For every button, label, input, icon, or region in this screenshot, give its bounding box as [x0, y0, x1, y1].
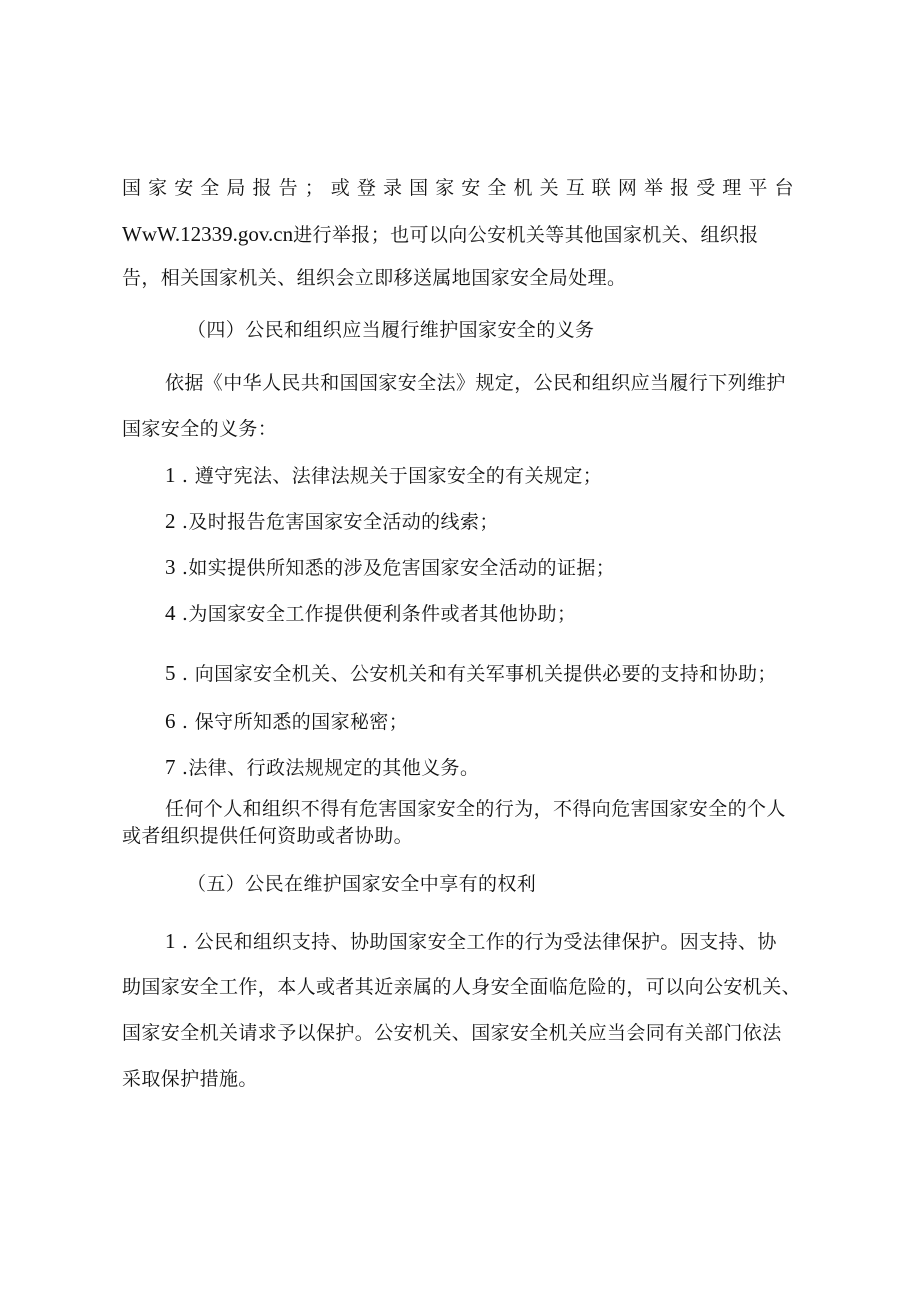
list-item-number: 1: [165, 463, 176, 487]
section-5-item-1-line-2: 助国家安全工作，本人或者其近亲属的人身安全面临危险的，可以向公安机关、: [122, 976, 802, 998]
list-item-text: .及时报告危害国家安全活动的线索；: [181, 511, 499, 533]
list-item-number: 4: [165, 601, 176, 625]
list-item-number: 5: [165, 661, 176, 685]
list-item: [165, 463, 602, 488]
list-item-text: . 遵守宪法、法律法规关于国家安全的有关规定；: [181, 465, 603, 487]
list-item-number: 2: [165, 509, 176, 533]
section-4-paragraph-line-2: 国家安全的义务：: [122, 418, 278, 440]
section-5-item-1-line-4: 采取保护措施。: [122, 1068, 258, 1090]
section-5-item-1-line-3: 国家安全机关请求予以保护。公安机关、国家安全机关应当会同有关部门依法: [122, 1022, 782, 1044]
intro-line-3: 告，相关国家机关、组织会立即移送属地国家安全局处理。: [122, 267, 627, 289]
list-item-text: .为国家安全工作提供便利条件或者其他协助；: [181, 603, 577, 625]
section-5-heading: （五）公民在维护国家安全中享有的权利: [187, 873, 537, 895]
section-4-heading: （四）公民和组织应当履行维护国家安全的义务: [187, 319, 595, 341]
list-item-text: .法律、行政法规规定的其他义务。: [181, 757, 480, 779]
list-item-text: . 公民和组织支持、协助国家安全工作的行为受法律保护。因支持、协: [181, 931, 777, 953]
list-item-number: 7: [165, 755, 176, 779]
section-4-closing-line-1: 任何个人和组织不得有危害国家安全的行为，不得向危害国家安全的个人: [165, 798, 786, 820]
list-item-number: 6: [165, 709, 176, 733]
list-item-text: . 向国家安全机关、公安机关和有关军事机关提供必要的支持和协助；: [181, 663, 777, 685]
list-item: [165, 755, 479, 780]
list-item-text: .如实提供所知悉的涉及危害国家安全活动的证据；: [181, 557, 616, 579]
list-item: [165, 661, 777, 686]
intro-line-1: 国家安全局报告；或登录国家安全机关互联网举报受理平台: [122, 177, 801, 199]
section-5-item-1-line-1: [165, 929, 777, 954]
list-item: [165, 555, 615, 580]
intro-line-2: [122, 222, 759, 247]
list-item-number: 3: [165, 555, 176, 579]
section-4-paragraph-line-1: 依据《中华人民共和国国家安全法》规定，公民和组织应当履行下列维护: [165, 372, 786, 394]
list-item: [165, 709, 408, 734]
intro-line-2-text: 进行举报；也可以向公安机关等其他国家机关、组织报: [293, 224, 759, 246]
list-item: [165, 509, 499, 534]
list-item: [165, 601, 576, 626]
section-4-closing-line-2: 或者组织提供任何资助或者协助。: [122, 825, 414, 847]
report-url: WwW.12339.gov.cn: [122, 222, 294, 246]
list-item-number: 1: [165, 929, 176, 953]
list-item-text: . 保守所知悉的国家秘密；: [181, 711, 409, 733]
